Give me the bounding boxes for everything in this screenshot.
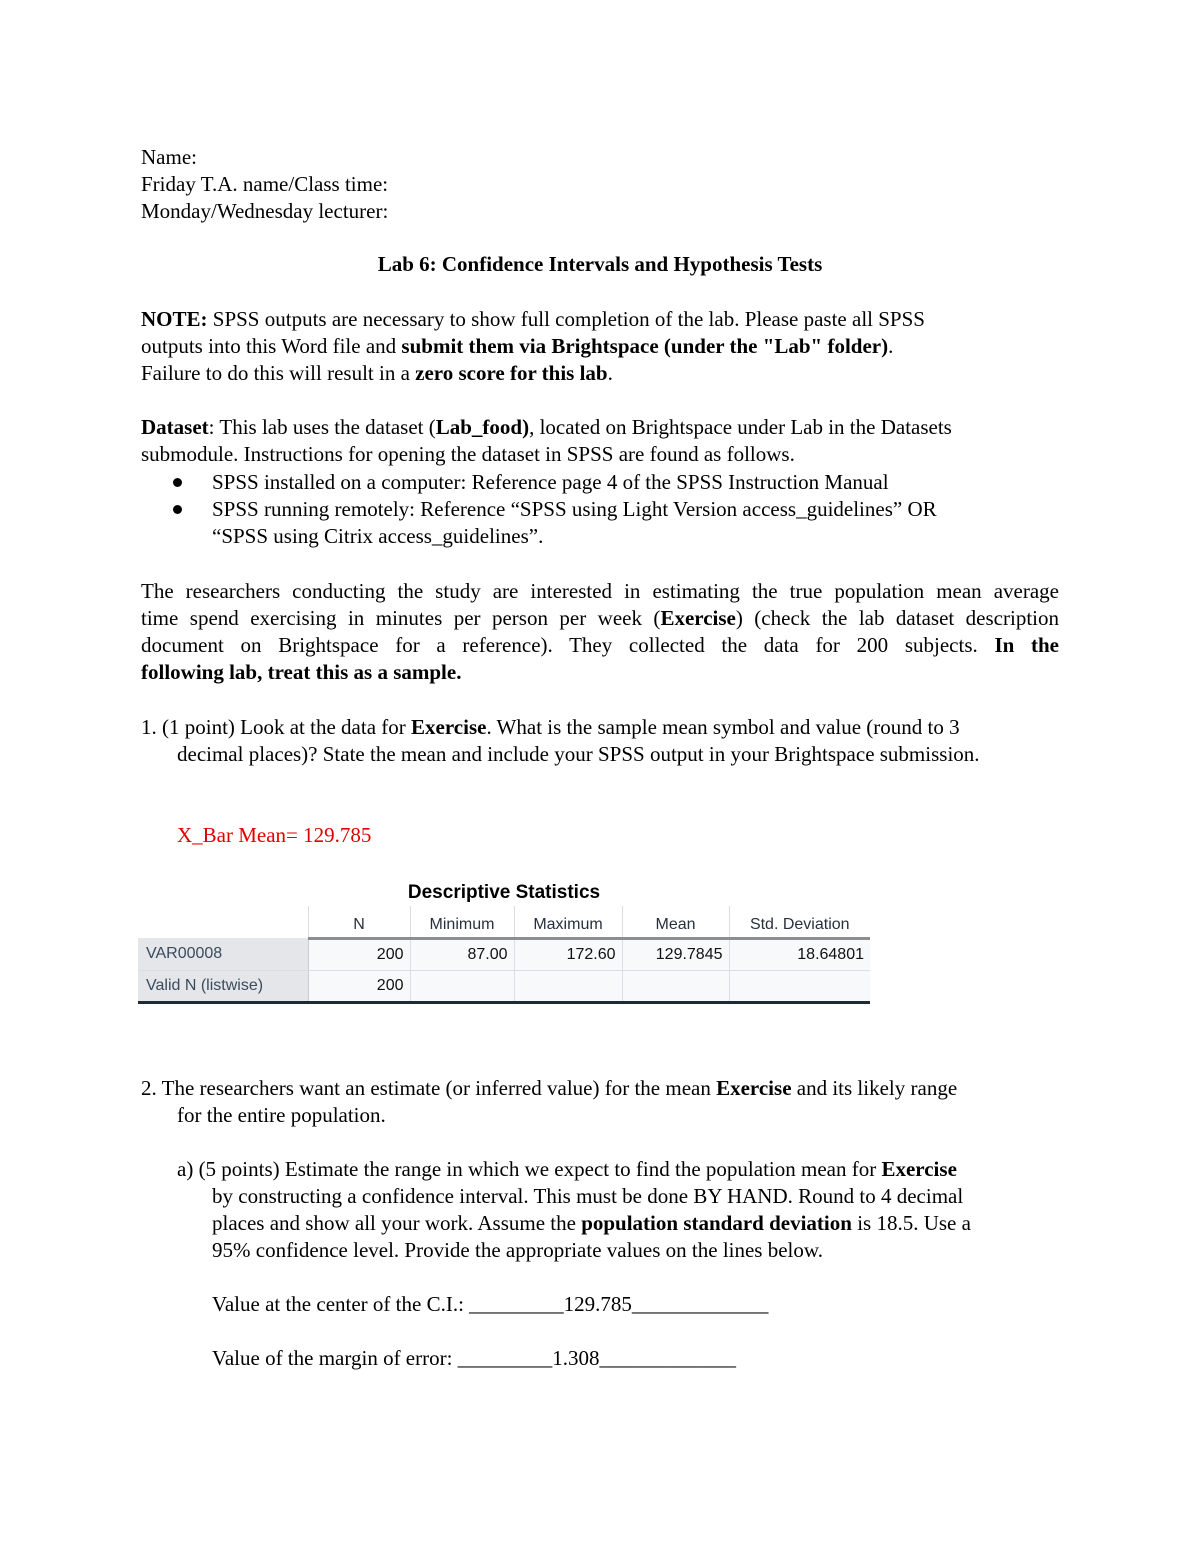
- q2a-line-3: [212, 1210, 971, 1237]
- note-line-3: [141, 360, 613, 387]
- bullet-icon: [171, 476, 185, 490]
- dataset-name: Lab_food): [435, 415, 530, 439]
- page-title: Lab 6: Confidence Intervals and Hypothesis Tests: [377, 252, 823, 276]
- intro-line-2: [141, 605, 1059, 632]
- note-line-2: [141, 333, 893, 360]
- margin-error-label: Value of the margin of error:: [212, 1346, 458, 1370]
- dataset-text-1a: : This lab uses the dataset (: [208, 415, 436, 439]
- name-label: Name:: [141, 145, 197, 169]
- cell-min: 87.00: [410, 938, 514, 970]
- q2a-text-3a: places and show all your work. Assume the: [212, 1211, 582, 1235]
- column-header: Mean: [622, 906, 729, 938]
- q2-exercise: Exercise: [716, 1076, 792, 1100]
- note-label: NOTE:: [141, 307, 208, 331]
- table-title: Descriptive Statistics: [407, 882, 601, 903]
- q2-line-1: [141, 1075, 957, 1102]
- bullet-item-2: SPSS running remotely: Reference “SPSS using Light Version access_guidelines” OR: [212, 497, 937, 521]
- table-header-row: [138, 906, 870, 938]
- q1-text-1b: . What is the sample mean symbol and value (round to 3: [486, 715, 960, 739]
- lecturer-label: Monday/Wednesday lecturer:: [141, 199, 389, 223]
- q2a-line-4: 95% confidence level. Provide the appropriate values on the lines below.: [212, 1238, 823, 1262]
- intro-exercise: Exercise: [660, 606, 736, 630]
- cell-sd: 18.64801: [729, 938, 870, 970]
- q1-text-1a: 1. (1 point) Look at the data for: [141, 715, 412, 739]
- note-line-1: [141, 306, 925, 333]
- q2-line-2: for the entire population.: [177, 1103, 386, 1127]
- ci-center-line: [212, 1291, 768, 1318]
- table-row: [138, 938, 870, 970]
- margin-error-value: _________1.308_____________: [457, 1346, 736, 1370]
- q2a-text-3b: is 18.5. Use a: [851, 1211, 971, 1235]
- column-header: Std. Deviation: [729, 906, 870, 938]
- q2a-line-2: by constructing a confidence interval. This must be done BY HAND. Round to 4 decimal: [212, 1184, 964, 1208]
- q2-text-1a: 2. The researchers want an estimate (or inferred value) for the mean: [141, 1076, 717, 1100]
- cell-sd: [729, 970, 870, 1002]
- column-header: Minimum: [410, 906, 514, 938]
- intro-line-3: [141, 632, 1059, 659]
- intro-text-2a: time spend exercising in minutes per person per week (: [141, 606, 661, 630]
- table-row: [138, 970, 870, 1002]
- ci-center-value: _________129.785_____________: [469, 1292, 769, 1316]
- q1-exercise: Exercise: [411, 715, 487, 739]
- dataset-label: Dataset: [141, 415, 209, 439]
- ci-center-label: Value at the center of the C.I.:: [212, 1292, 470, 1316]
- intro-line-4: following lab, treat this as a sample.: [141, 660, 462, 684]
- intro-text-2b: ) (check the lab dataset description: [735, 606, 1059, 630]
- q1-answer: X_Bar Mean= 129.785: [177, 823, 372, 847]
- note-text-1: SPSS outputs are necessary to show full completion of the lab. Please paste all SPSS: [207, 307, 925, 331]
- ta-label: Friday T.A. name/Class time:: [141, 172, 389, 196]
- note-end-3: .: [607, 361, 613, 385]
- bullet-item-1: SPSS installed on a computer: Reference page 4 of the SPSS Instruction Manual: [212, 470, 889, 494]
- q2a-text-1a: a) (5 points) Estimate the range in which we expect to find the population mean for: [177, 1157, 882, 1181]
- q2a-bold-3: population standard deviation: [581, 1211, 852, 1235]
- note-bold-3: zero score for this lab: [415, 361, 608, 385]
- row-label: VAR00008: [138, 938, 308, 970]
- bullet-item-2-cont: “SPSS using Citrix access_guidelines”.: [212, 524, 544, 548]
- q1-line-2: decimal places)? State the mean and include your SPSS output in your Brightspace submission.: [177, 742, 980, 766]
- cell-mean: [622, 970, 729, 1002]
- column-header: N: [308, 906, 410, 938]
- dataset-line-2: submodule. Instructions for opening the dataset in SPSS are found as follows.: [141, 442, 795, 466]
- q2-text-1b: and its likely range: [791, 1076, 958, 1100]
- q1-line-1: [141, 714, 960, 741]
- column-header: Maximum: [514, 906, 622, 938]
- cell-max: [514, 970, 622, 1002]
- cell-min: [410, 970, 514, 1002]
- dataset-line-1: [141, 414, 952, 441]
- bullet-icon: [171, 503, 185, 517]
- margin-error-line: [212, 1345, 736, 1372]
- dataset-text-1b: , located on Brightspace under Lab in the Datasets: [529, 415, 952, 439]
- table-corner: [138, 906, 308, 938]
- intro-text-3: document on Brightspace for a reference). They collected the data for 200 subjects.: [141, 633, 978, 657]
- cell-n: 200: [308, 938, 410, 970]
- note-text-3: Failure to do this will result in a: [141, 361, 416, 385]
- cell-mean: 129.7845: [622, 938, 729, 970]
- descriptive-statistics-table: [138, 906, 870, 1004]
- note-end-2: .: [888, 334, 894, 358]
- note-bold-2: submit them via Brightspace (under the "Lab" folder): [401, 334, 889, 358]
- intro-line-1: The researchers conducting the study are interested in estimating the true population mean average: [141, 579, 1059, 603]
- cell-n: 200: [308, 970, 410, 1002]
- row-label: Valid N (listwise): [138, 970, 308, 1002]
- q2a-line-1: [177, 1156, 957, 1183]
- note-text-2: outputs into this Word file and: [141, 334, 402, 358]
- cell-max: 172.60: [514, 938, 622, 970]
- intro-bold-3: In the: [977, 633, 1059, 657]
- q2a-exercise: Exercise: [881, 1157, 957, 1181]
